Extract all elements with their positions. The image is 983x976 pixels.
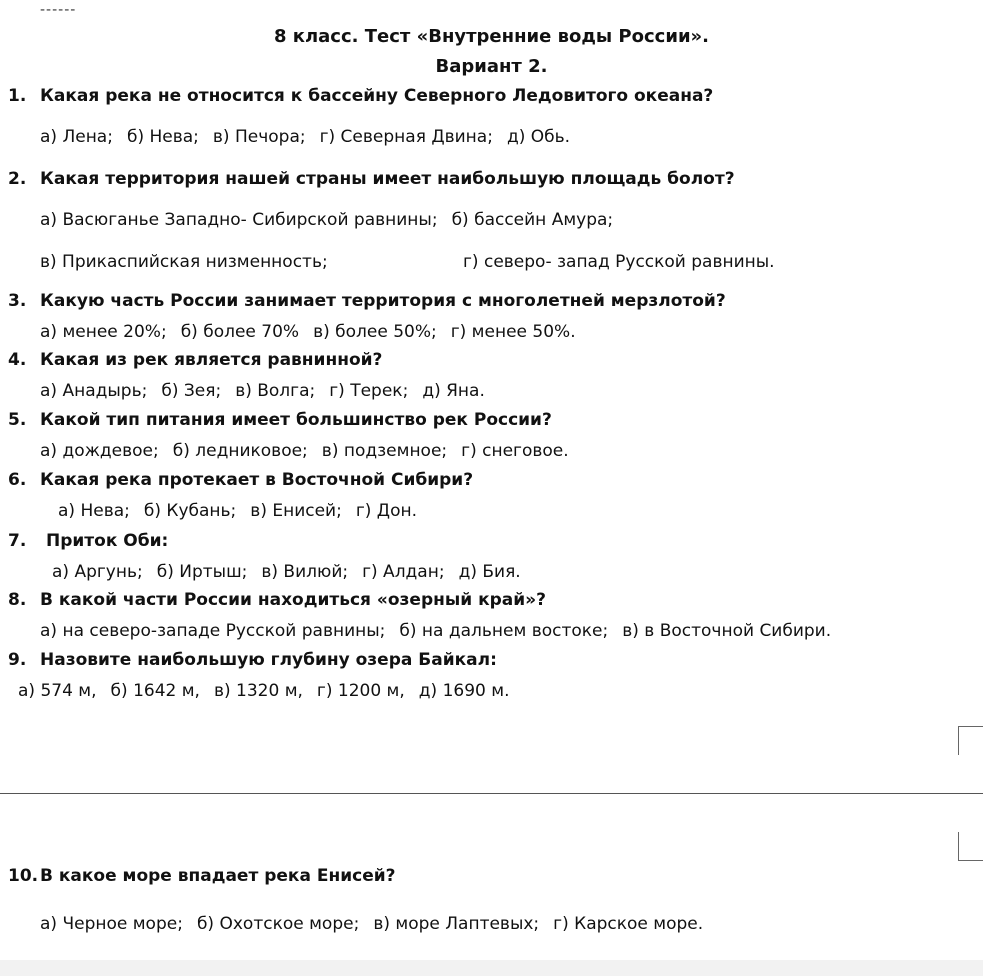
question-number: 5.: [8, 410, 27, 430]
answer-option[interactable]: в) в Восточной Сибири.: [622, 621, 832, 641]
answers-3: [40, 322, 590, 342]
question-8: [8, 590, 546, 610]
answer-option[interactable]: г) 1200 м,: [316, 681, 405, 701]
answer-option[interactable]: в) более 50%;: [313, 322, 437, 342]
question-number: 10.: [8, 866, 39, 886]
answer-option[interactable]: а) 574 м,: [18, 681, 97, 701]
answers-10: [40, 914, 717, 934]
answers-9: [18, 681, 523, 701]
answer-option[interactable]: д) 1690 м.: [418, 681, 510, 701]
answers-4: [40, 381, 499, 401]
question-number: 6.: [8, 470, 27, 490]
answer-option[interactable]: а) Черное море;: [40, 914, 183, 934]
answer-option[interactable]: б) ледниковое;: [172, 441, 308, 461]
question-number: 1.: [8, 86, 27, 106]
answer-option[interactable]: г) Карское море.: [553, 914, 704, 934]
dash-line: ------: [40, 2, 77, 18]
page-bottom-edge: [0, 960, 983, 976]
answers-7: [52, 562, 535, 582]
answer-option[interactable]: б) Зея;: [161, 381, 222, 401]
page-corner-mark: [958, 832, 983, 861]
page-divider: [0, 793, 983, 794]
answer-option[interactable]: г) Алдан;: [362, 562, 445, 582]
answer-option[interactable]: г) Дон.: [355, 501, 418, 521]
page-corner-mark: [958, 726, 983, 755]
question-4: [8, 350, 382, 370]
answer-option[interactable]: в) Печора;: [212, 127, 306, 147]
answer-option[interactable]: а) Аргунь;: [52, 562, 143, 582]
answer-option[interactable]: а) Васюганье Западно- Сибирской равнины;: [40, 210, 438, 230]
answer-option[interactable]: в) море Лаптевых;: [373, 914, 540, 934]
question-2: [8, 169, 735, 189]
question-number: 7.: [8, 531, 27, 551]
question-7: [8, 531, 168, 551]
answer-option[interactable]: б) более 70%: [180, 322, 300, 342]
variant-title: Вариант 2.: [435, 56, 548, 77]
answer-option[interactable]: б) Нева;: [126, 127, 199, 147]
question-text: Какой тип питания имеет большинство рек России?: [40, 410, 552, 430]
answer-option[interactable]: а) дождевое;: [40, 441, 159, 461]
question-text: Какая река протекает в Восточной Сибири?: [40, 470, 474, 490]
question-text: Приток Оби:: [46, 531, 169, 551]
question-text: Какую часть России занимает территория с многолетней мерзлотой?: [40, 291, 726, 311]
answers-1: [40, 127, 584, 147]
answer-option[interactable]: б) Кубань;: [143, 501, 237, 521]
answer-option[interactable]: а) Лена;: [40, 127, 113, 147]
answer-option[interactable]: б) Охотское море;: [196, 914, 360, 934]
answer-option[interactable]: а) Нева;: [58, 501, 130, 521]
question-number: 4.: [8, 350, 27, 370]
answer-option[interactable]: в) Енисей;: [250, 501, 342, 521]
question-1: [8, 86, 713, 106]
question-text: Какая из рек является равнинной?: [40, 350, 383, 370]
question-text: В какой части России находиться «озерный край»?: [40, 590, 547, 610]
page-title: 8 класс. Тест «Внутренние воды России».: [273, 26, 710, 47]
question-number: 8.: [8, 590, 27, 610]
answer-option[interactable]: г) Терек;: [329, 381, 409, 401]
answer-option[interactable]: б) 1642 м,: [110, 681, 200, 701]
answer-option[interactable]: в) Волга;: [235, 381, 316, 401]
answer-option[interactable]: г) снеговое.: [461, 441, 569, 461]
answer-option[interactable]: д) Бия.: [458, 562, 521, 582]
question-number: 3.: [8, 291, 27, 311]
answer-option[interactable]: д) Обь.: [506, 127, 571, 147]
answers-8: [40, 621, 845, 641]
question-6: [8, 470, 473, 490]
answer-option[interactable]: б) на дальнем востоке;: [399, 621, 609, 641]
answer-option[interactable]: а) менее 20%;: [40, 322, 167, 342]
answer-option[interactable]: в) Вилюй;: [261, 562, 349, 582]
answers-2a: [40, 210, 627, 230]
answer-option[interactable]: г) северо- запад Русской равнины.: [463, 252, 775, 272]
question-10: [8, 866, 396, 886]
answer-option[interactable]: г) Северная Двина;: [319, 127, 493, 147]
answer-option[interactable]: в) подземное;: [321, 441, 448, 461]
question-number: 2.: [8, 169, 27, 189]
question-3: [8, 291, 726, 311]
answer-option[interactable]: б) бассейн Амура;: [451, 210, 614, 230]
question-text: Какая территория нашей страны имеет наибольшую площадь болот?: [40, 169, 735, 189]
answer-option[interactable]: в) 1320 м,: [213, 681, 303, 701]
question-9: [8, 650, 497, 670]
answers-5: [40, 441, 583, 461]
answer-option[interactable]: в) Прикаспийская низменность;: [40, 252, 328, 272]
question-number: 9.: [8, 650, 27, 670]
question-text: В какое море впадает река Енисей?: [40, 866, 396, 886]
question-text: Какая река не относится к бассейну Северного Ледовитого океана?: [40, 86, 714, 106]
answer-option[interactable]: а) на северо-западе Русской равнины;: [40, 621, 386, 641]
answer-option[interactable]: а) Анадырь;: [40, 381, 148, 401]
answer-option[interactable]: г) менее 50%.: [450, 322, 576, 342]
answer-option[interactable]: д) Яна.: [422, 381, 485, 401]
question-5: [8, 410, 552, 430]
answers-6: [58, 501, 431, 521]
answer-option[interactable]: б) Иртыш;: [156, 562, 248, 582]
question-text: Назовите наибольшую глубину озера Байкал:: [40, 650, 497, 670]
